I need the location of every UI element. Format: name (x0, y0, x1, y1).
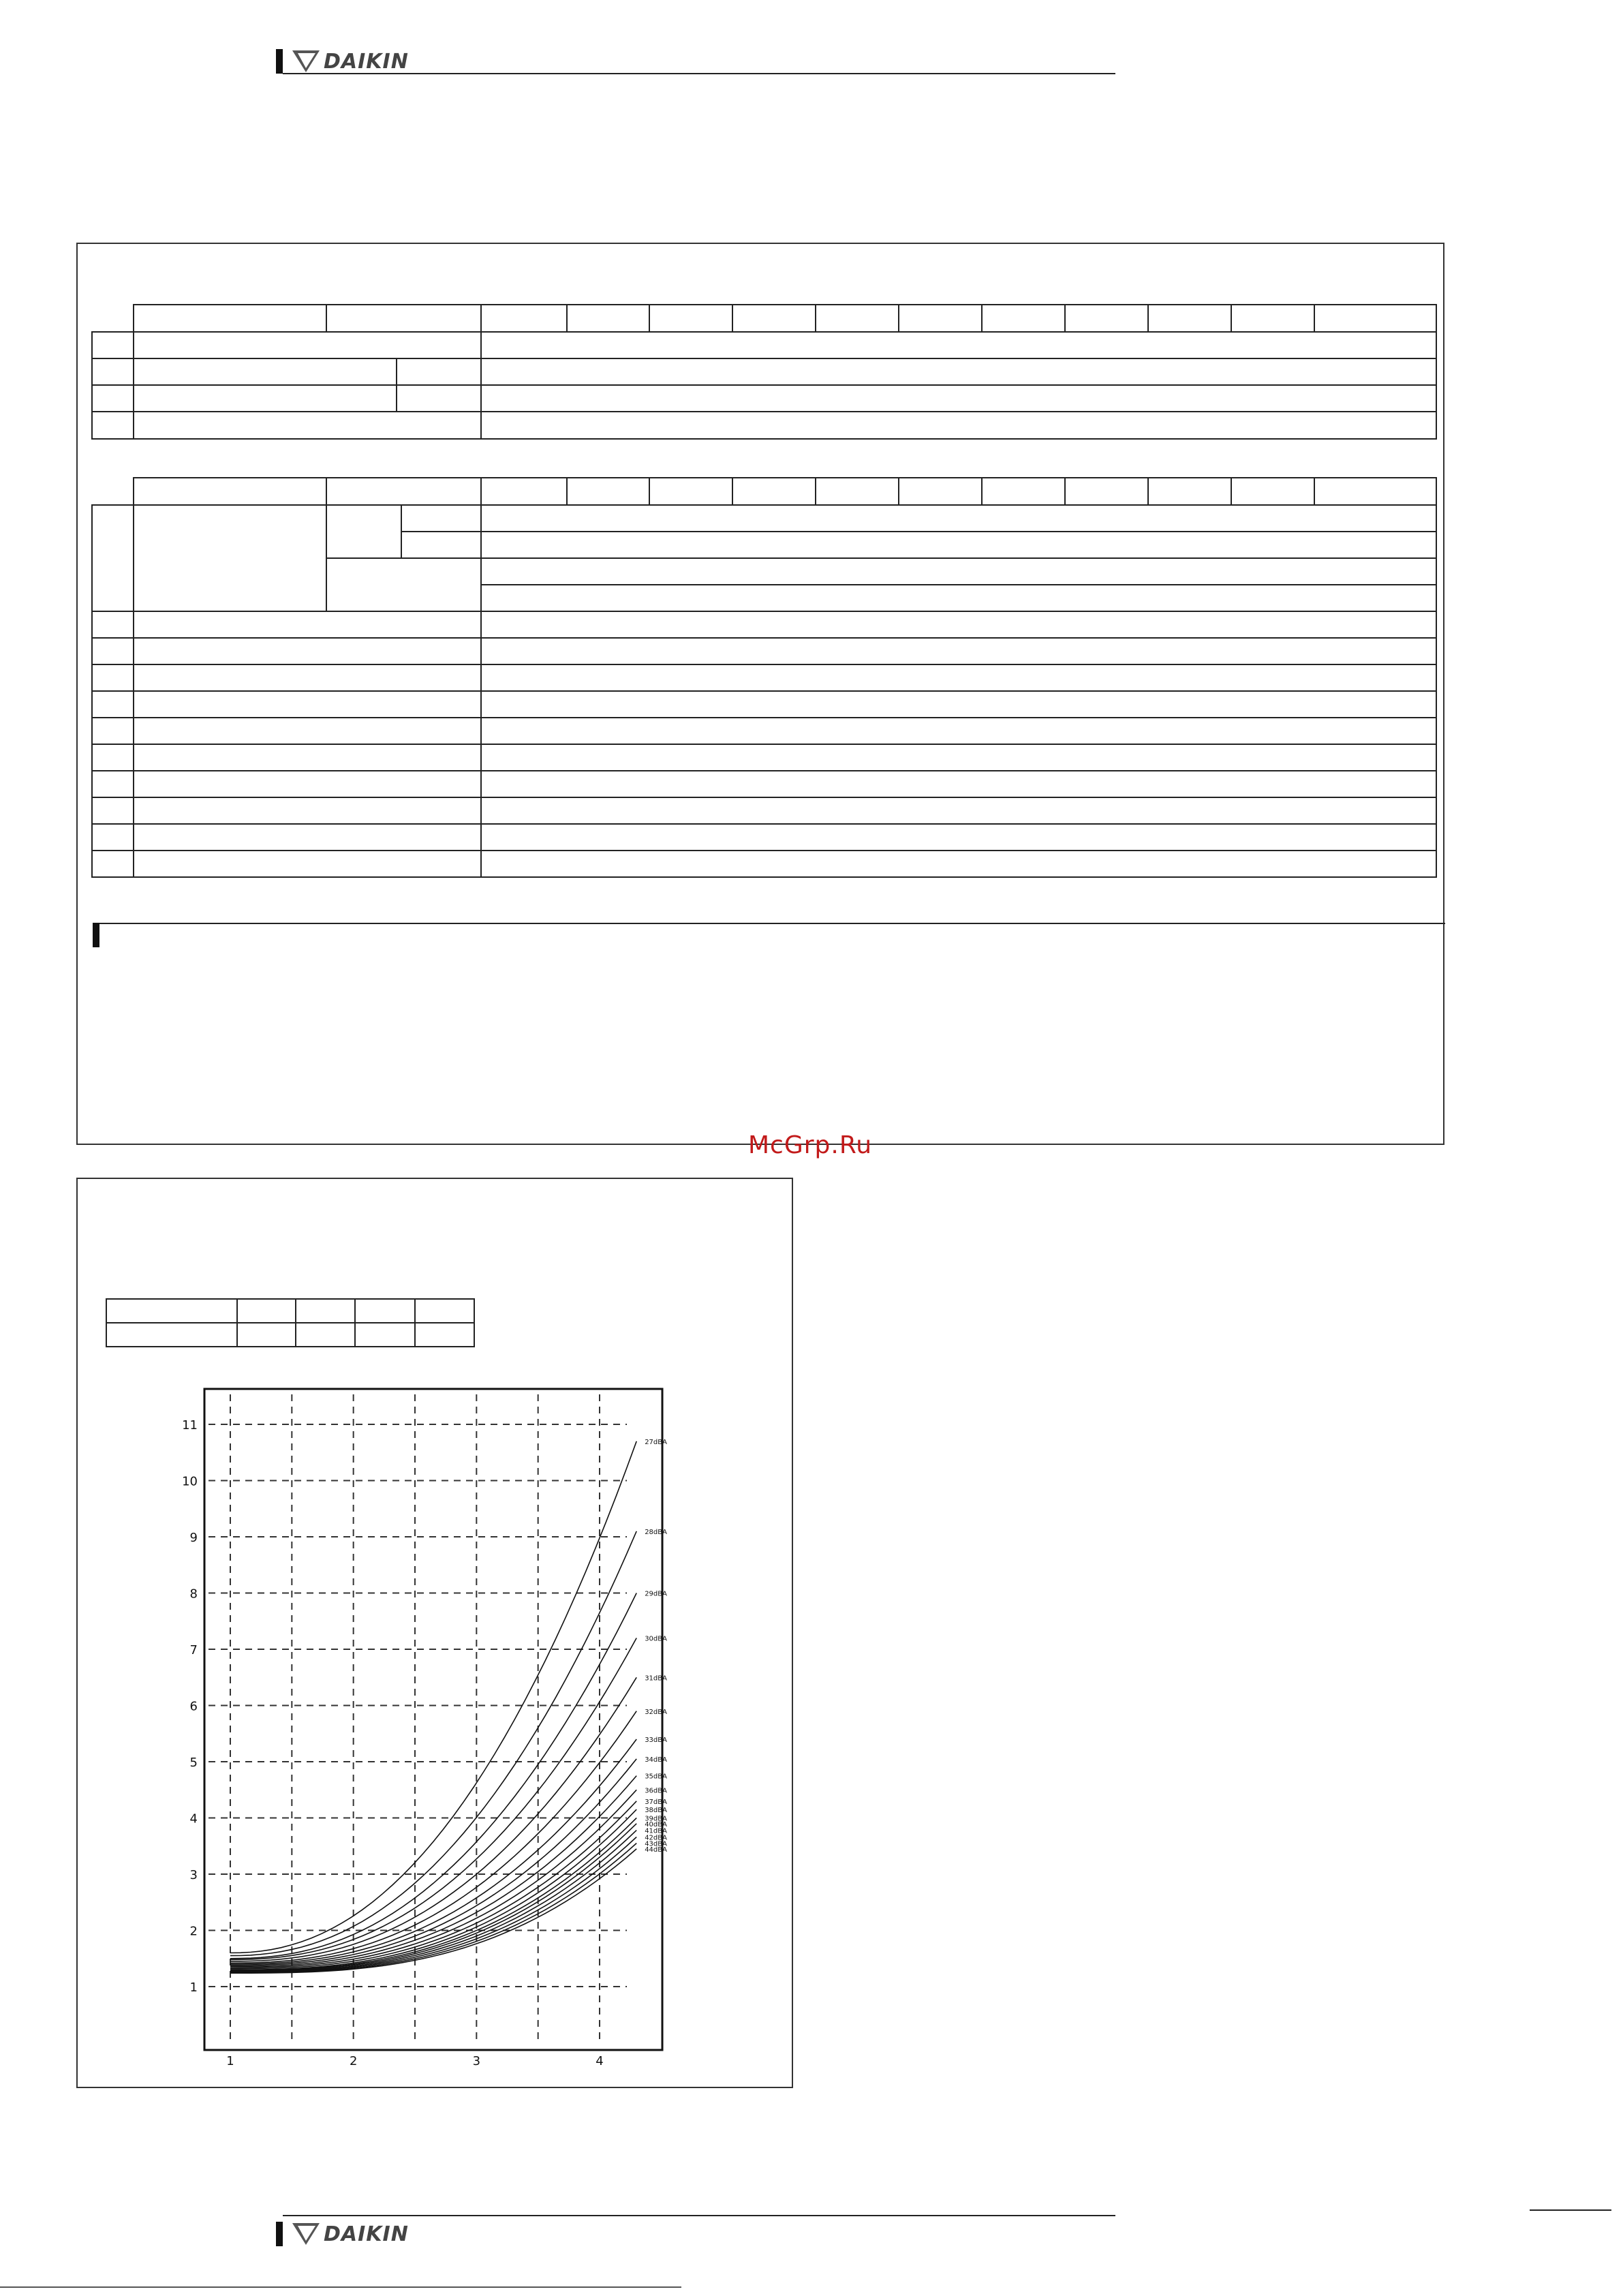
small-table (106, 1298, 475, 1347)
y-tick-label: 10 (182, 1474, 198, 1489)
curve-label: 34dBA (645, 1756, 667, 1764)
table-row (92, 664, 1436, 691)
curve-label: 35dBA (645, 1773, 667, 1781)
curve-label: 37dBA (645, 1798, 667, 1806)
daikin-logo-icon (292, 50, 320, 72)
y-tick-label: 8 (189, 1587, 198, 1602)
curve-label: 30dBA (645, 1635, 667, 1643)
table-row (92, 744, 1436, 771)
curve-label: 44dBA (645, 1846, 667, 1854)
table-row (92, 412, 1436, 439)
section-marker (93, 923, 99, 947)
watermark-text: McGrp.Ru (748, 1131, 873, 1159)
header-brand-name: DAIKIN (324, 49, 409, 74)
noise-curve-chart (150, 1383, 681, 2072)
table-row (92, 718, 1436, 744)
bottom-edge-rule (0, 2286, 681, 2288)
curve-label: 39dBA (645, 1815, 667, 1823)
curve-label: 29dBA (645, 1590, 667, 1598)
curve-label: 38dBA (645, 1807, 667, 1815)
y-tick-label: 11 (182, 1418, 198, 1433)
x-tick-label: 4 (596, 2054, 604, 2068)
table-row (106, 1323, 474, 1347)
spec-table-1 (91, 304, 1437, 440)
table-row (92, 797, 1436, 824)
curve-label: 40dBA (645, 1820, 667, 1828)
spec-table-2 (91, 477, 1437, 878)
header-brand-bar (276, 49, 283, 74)
x-tick-label: 2 (349, 2054, 358, 2068)
y-tick-label: 9 (189, 1531, 198, 1545)
table-row (106, 1299, 474, 1323)
x-tick-label: 3 (472, 2054, 481, 2068)
curve-label: 42dBA (645, 1834, 667, 1842)
table-row (92, 638, 1436, 664)
daikin-logo-icon (292, 2223, 320, 2245)
table-header-row (92, 305, 1436, 332)
table-row (92, 771, 1436, 797)
footer-logo (276, 2222, 409, 2246)
y-tick-label: 6 (189, 1699, 198, 1714)
x-tick-label: 1 (226, 2054, 234, 2068)
footer-brand-name: DAIKIN (324, 2222, 409, 2246)
table-row (92, 505, 1436, 532)
curve-label: 32dBA (645, 1708, 667, 1716)
curve-label: 27dBA (645, 1438, 667, 1446)
y-tick-label: 2 (189, 1924, 198, 1939)
table-row (92, 358, 1436, 385)
curve-label: 28dBA (645, 1528, 667, 1536)
table-row (92, 611, 1436, 638)
table-header-row (92, 478, 1436, 505)
table-row (92, 691, 1436, 718)
curve-label: 33dBA (645, 1736, 667, 1744)
table-row (92, 385, 1436, 412)
footer-page-rule (1530, 2209, 1611, 2211)
header-rule (283, 73, 1115, 74)
y-tick-label: 7 (189, 1643, 198, 1657)
header-logo (276, 49, 409, 74)
footer-brand-bar (276, 2222, 283, 2246)
curve-label: 31dBA (645, 1674, 667, 1683)
footer-rule (283, 2215, 1115, 2216)
y-tick-label: 1 (189, 1980, 198, 1995)
curve-label: 36dBA (645, 1787, 667, 1795)
curve-label: 43dBA (645, 1840, 667, 1848)
y-tick-label: 3 (189, 1868, 198, 1882)
table-row (92, 824, 1436, 851)
table-row (92, 851, 1436, 877)
section-rule (99, 923, 1445, 924)
table-row (92, 332, 1436, 358)
y-tick-label: 4 (189, 1811, 198, 1826)
y-tick-label: 5 (189, 1756, 198, 1770)
curve-label: 41dBA (645, 1827, 667, 1835)
